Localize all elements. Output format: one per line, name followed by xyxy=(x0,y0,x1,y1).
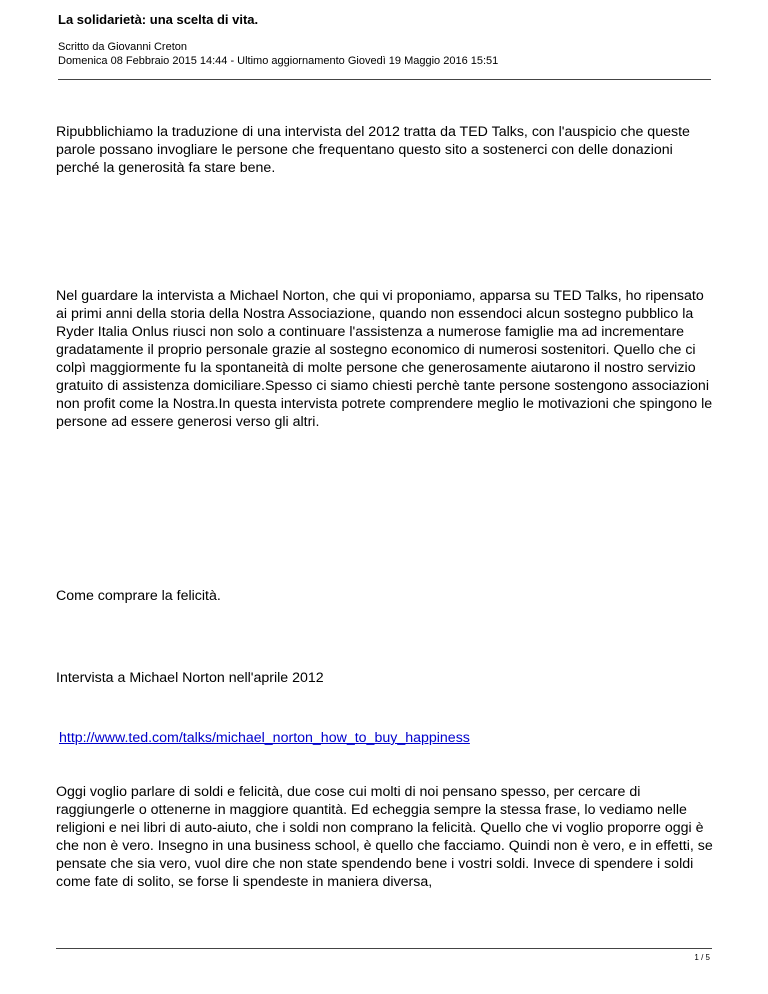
page-number: 1 / 5 xyxy=(694,953,710,962)
document-title: La solidarietà: una scelta di vita. xyxy=(58,12,259,27)
header-divider xyxy=(58,79,711,80)
footer-divider xyxy=(56,948,712,949)
intro-paragraph: Ripubblichiamo la traduzione di una intervista del 2012 tratta da TED Talks, con l'auspicio che queste parole possano invogliare le persone che frequentano questo sito a sostenerci con delle donazioni perché la generosità fa stare bene. xyxy=(56,124,690,176)
document-meta xyxy=(58,40,710,68)
author-line: Scritto da Giovanni Creton xyxy=(58,41,188,53)
ted-talk-link[interactable]: http://www.ted.com/talks/michael_norton_how_to_buy_happiness xyxy=(59,730,470,746)
document-header xyxy=(58,12,710,68)
date-line: Domenica 08 Febbraio 2015 14:44 - Ultimo aggiornamento Giovedì 19 Maggio 2016 15:51 xyxy=(58,55,499,67)
interview-line: Intervista a Michael Norton nell'aprile 2012 xyxy=(56,670,324,686)
norton-paragraph: Nel guardare la intervista a Michael Norton, che qui vi proponiamo, apparsa su TED Talks, ho ripensato ai primi anni della storia della Nostra Associazione, quando non essendoci alcun sostegno pubblico la Ryder Italia Onlus riusci non solo a continuare l'assistenza a numerose famiglie ma ad incrementare gradatamente il proprio personale grazie al sostegno economico di numerosi sostenitori. Quello che ci colpì maggiormente fu la spontaneità di molte persone che generosamente aiutarono il nostro servizio gratuito di assistenza domiciliare.Spesso ci siamo chiesti perchè tante persone sostengono associazioni non profit come la Nostra.In questa intervista potrete comprendere meglio le motivazioni che spingono le persone ad essere generosi verso gli altri. xyxy=(56,288,713,430)
section-heading: Come comprare la felicità. xyxy=(56,588,221,604)
body-paragraph: Oggi voglio parlare di soldi e felicità, due cose cui molti di noi pensano spesso, per cercare di raggiungerle o ottenerne in maggiore quantità. Ed echeggia sempre la stessa frase, lo vediamo nelle religioni e nei libri di auto-aiuto, che i soldi non comprano la felicità. Quello che vi voglio proporre oggi è che non è vero. Insegno in una business school, è quello che facciamo. Quindi non è vero, e in effetti, se pensate che sia vero, vuol dire che non state spendendo bene i vostri soldi. Invece di spendere i soldi come fate di solito, se forse li spendeste in maniera diversa, xyxy=(56,784,713,890)
